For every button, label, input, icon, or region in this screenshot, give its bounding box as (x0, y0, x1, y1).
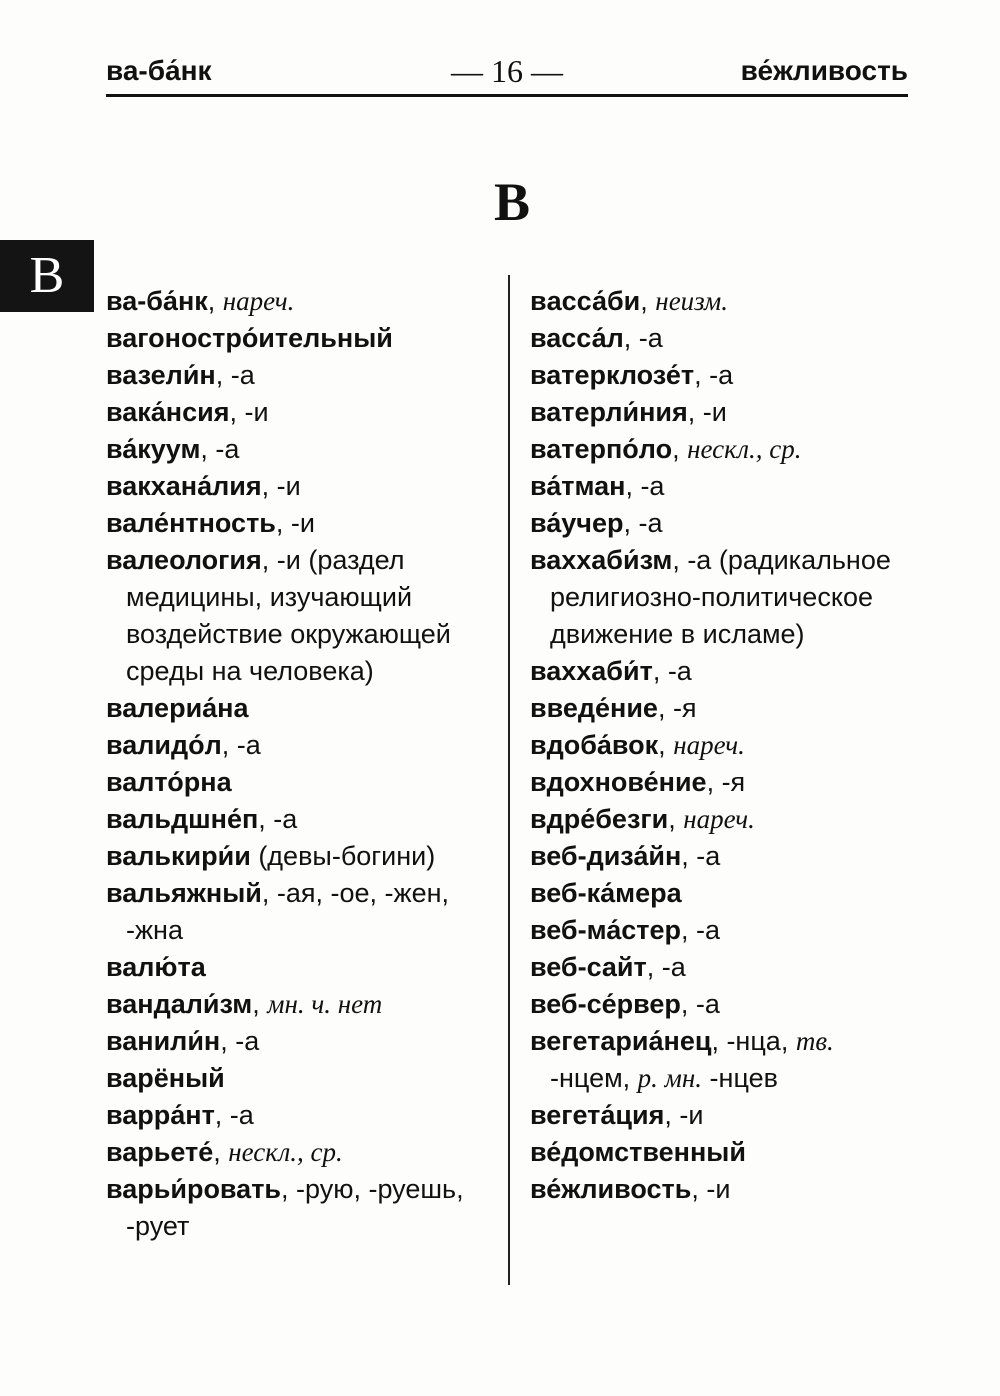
dictionary-entry (530, 727, 908, 764)
dictionary-entry (530, 912, 908, 949)
entry-text: , -а (623, 508, 663, 538)
dictionary-entry (530, 468, 908, 505)
entry-headword: варёный (106, 1063, 225, 1093)
dictionary-entry (106, 727, 498, 764)
dictionary-entry (106, 1023, 498, 1060)
dictionary-entry (106, 764, 498, 801)
entry-headword: вазели́н (106, 360, 216, 390)
dictionary-entry (530, 949, 908, 986)
entry-headword: валериа́на (106, 693, 249, 723)
entry-text: , (213, 1137, 229, 1167)
entry-headword: веб-ма́стер (530, 915, 681, 945)
grammar-label: тв. (795, 1026, 834, 1056)
entry-text: , -а (220, 1026, 260, 1056)
dictionary-entry (106, 283, 498, 320)
dictionary-entry (106, 875, 498, 949)
entry-headword: вегета́ция (530, 1100, 665, 1130)
entry-text: , (672, 434, 688, 464)
entry-text: , -я (706, 767, 746, 797)
entry-text: , -а (680, 915, 720, 945)
header-left-headword: ва-ба́нк (106, 55, 212, 86)
entry-headword: вдоба́вок (530, 730, 659, 760)
dictionary-entry (530, 357, 908, 394)
entry-headword: вандали́зм (106, 989, 253, 1019)
entry-headword: вдре́безги (530, 804, 669, 834)
entry-text: , -ая, -ое, -жен, -жна (126, 878, 450, 945)
grammar-label: мн. ч. нет (267, 989, 383, 1019)
entry-text: , -и (261, 471, 301, 501)
entry-text: -нцем, (550, 1063, 638, 1093)
dictionary-entry (106, 431, 498, 468)
entry-text: , (658, 730, 674, 760)
dictionary-entry (530, 801, 908, 838)
dictionary-entry (530, 505, 908, 542)
entry-text: , -а (680, 989, 720, 1019)
dictionary-entry (530, 838, 908, 875)
entry-text: , -и (687, 397, 727, 427)
dictionary-entry (106, 986, 498, 1023)
column-divider (508, 275, 510, 1285)
dictionary-entry (106, 394, 498, 431)
dictionary-entry (530, 1023, 908, 1097)
entry-headword: валю́та (106, 952, 206, 982)
dictionary-entry (530, 1171, 908, 1208)
dictionary-entry (530, 431, 908, 468)
entry-text: , -и (275, 508, 315, 538)
entry-headword: ва́учер (530, 508, 624, 538)
dictionary-entry (106, 1097, 498, 1134)
grammar-label: нескл., ср. (228, 1137, 343, 1167)
entry-headword: вacса́би (530, 286, 641, 316)
entry-headword: ве́жливость (530, 1174, 692, 1204)
entry-headword: вакхана́лия (106, 471, 262, 501)
entry-text: , -а (258, 804, 298, 834)
dictionary-entry (106, 801, 498, 838)
entry-text: , -и (229, 397, 269, 427)
dictionary-entry (106, 838, 498, 875)
entry-headword: варра́нт (106, 1100, 215, 1130)
running-header (106, 52, 908, 97)
thumb-index-tab: В (0, 240, 94, 312)
entry-text: -нцев (702, 1063, 778, 1093)
grammar-label: нескл., ср. (687, 434, 802, 464)
dictionary-entry (530, 542, 908, 653)
dictionary-entry (106, 320, 498, 357)
entry-headword: вегетариа́нец (530, 1026, 712, 1056)
dictionary-entry (106, 542, 498, 690)
dictionary-entry (530, 986, 908, 1023)
entry-text: , (640, 286, 656, 316)
entry-text: , -а (694, 360, 734, 390)
grammar-label: неизм. (655, 286, 729, 316)
dictionary-entry (530, 394, 908, 431)
entry-headword: вдохнове́ние (530, 767, 707, 797)
entry-text: , -и (раздел медицины, изучающий воздействие окружающей среды на человека) (126, 545, 451, 686)
entry-headword: вальдшне́п (106, 804, 259, 834)
dictionary-entry (530, 690, 908, 727)
entry-headword: ватерли́ния (530, 397, 688, 427)
section-letter: В (493, 172, 531, 232)
dictionary-entry (530, 1097, 908, 1134)
entry-text: , -и (691, 1174, 731, 1204)
entry-headword: валто́рна (106, 767, 232, 797)
entry-headword: вагоностро́ительный (106, 323, 393, 353)
entry-headword: веб-ка́мера (530, 878, 682, 908)
dictionary-entry (106, 1060, 498, 1097)
entry-text: (девы-богини) (250, 841, 436, 871)
dictionary-entry (106, 949, 498, 986)
entry-headword: варьете́ (106, 1137, 214, 1167)
entry-headword: валеология (106, 545, 262, 575)
dictionary-entry (106, 505, 498, 542)
entry-headword: ва-ба́нк (106, 286, 208, 316)
entry-text: , (252, 989, 268, 1019)
entry-text: , -нца, (711, 1026, 796, 1056)
dictionary-entry (530, 1134, 908, 1171)
entry-headword: веб-се́рвер (530, 989, 681, 1019)
entry-headword: вальяжный (106, 878, 262, 908)
dictionary-entry (530, 875, 908, 912)
entry-text: , -а (радикальное религиозно-политическое движение в исламе) (550, 545, 891, 649)
dictionary-entry (106, 468, 498, 505)
dictionary-entry (530, 764, 908, 801)
entry-text: , -рую, -руешь, -рует (126, 1174, 464, 1241)
entry-headword: ва́куум (106, 434, 201, 464)
entry-text: , -а (221, 730, 261, 760)
grammar-label: нареч. (222, 286, 295, 316)
entry-text: , -а (652, 656, 692, 686)
entry-headword: ватерпо́ло (530, 434, 673, 464)
entry-text: , (668, 804, 684, 834)
header-right-headword: ве́жливость (740, 55, 908, 86)
entry-headword: вале́нтность (106, 508, 276, 538)
entry-headword: валидо́л (106, 730, 222, 760)
grammar-label: р. мн. (637, 1063, 703, 1093)
entry-headword: ванили́н (106, 1026, 221, 1056)
entry-text: , -и (664, 1100, 704, 1130)
entry-text: , -а (625, 471, 665, 501)
entry-text: , -а (214, 1100, 254, 1130)
dictionary-entry (530, 653, 908, 690)
entry-text: , (207, 286, 223, 316)
grammar-label: нареч. (673, 730, 745, 760)
right-column (530, 283, 908, 1208)
entry-headword: ватерклозе́т (530, 360, 695, 390)
entry-headword: ва́тман (530, 471, 626, 501)
entry-headword: введе́ние (530, 693, 658, 723)
dictionary-entry (106, 690, 498, 727)
entry-text: , -я (657, 693, 697, 723)
entry-text: , -а (681, 841, 721, 871)
entry-headword: ве́домственный (530, 1137, 746, 1167)
entry-text: , -а (623, 323, 663, 353)
entry-text: , -а (646, 952, 686, 982)
page-number: — 16 — (451, 53, 563, 89)
dictionary-entry (106, 1134, 498, 1171)
dictionary-entry (530, 320, 908, 357)
entry-headword: валькири́и (106, 841, 251, 871)
entry-text: , -а (215, 360, 255, 390)
dictionary-entry (106, 1171, 498, 1245)
entry-headword: ваххаби́т (530, 656, 653, 686)
entry-headword: веб-диза́йн (530, 841, 682, 871)
left-column (106, 283, 498, 1245)
entry-headword: вака́нсия (106, 397, 230, 427)
dictionary-entry (530, 283, 908, 320)
entry-headword: васса́л (530, 323, 624, 353)
entry-headword: варьи́ровать (106, 1174, 282, 1204)
entry-headword: ваххаби́зм (530, 545, 673, 575)
dictionary-entry (106, 357, 498, 394)
entry-headword: веб-сайт (530, 952, 647, 982)
grammar-label: нареч. (683, 804, 755, 834)
entry-text: , -а (200, 434, 240, 464)
